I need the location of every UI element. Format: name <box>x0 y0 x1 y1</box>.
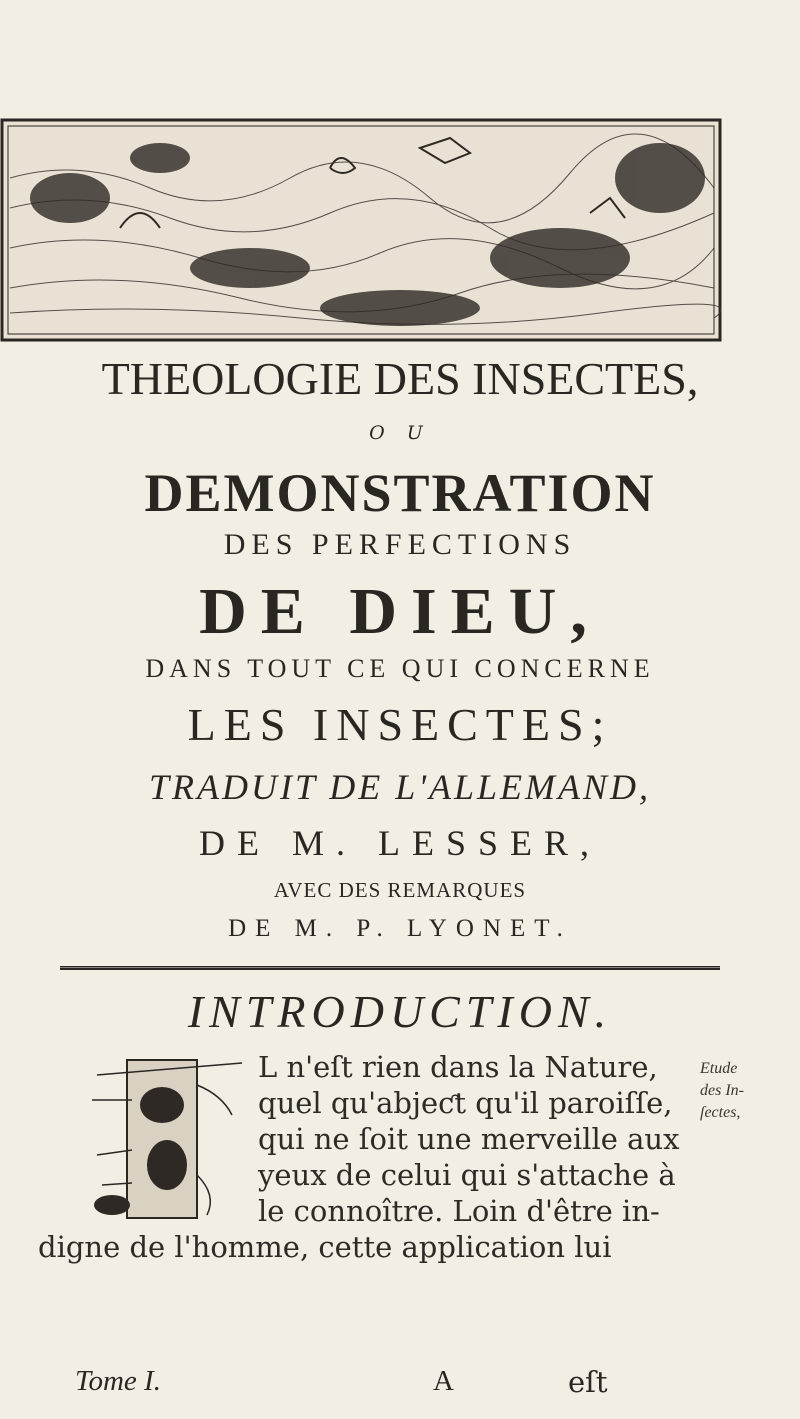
margin-note-line: Etude <box>700 1060 738 1077</box>
margin-note-line: ſectes, <box>700 1104 741 1121</box>
remarks-author: DE M. P. LYONET. <box>228 915 572 942</box>
translation-note: TRADUIT DE L'ALLEMAND, <box>148 767 652 807</box>
intro-text-line: yeux de celui qui s'attache à <box>258 1158 676 1192</box>
remarks-note: AVEC DES REMARQUES <box>273 878 527 902</box>
intro-text-line: qui ne ſoit une merveille aux <box>258 1122 680 1156</box>
intro-text-line: le connoître. Loin d'être in- <box>258 1194 660 1228</box>
intro-text-line: digne de l'homme, cette application lui <box>38 1230 612 1264</box>
volume-label: Tome I. <box>75 1365 161 1397</box>
subtitle-des-perfections: DES PERFECTIONS <box>223 528 577 561</box>
subtitle-les-insectes: LES INSECTES; <box>187 699 613 750</box>
intro-text-line: L n'eſt rien dans la Nature, <box>258 1050 658 1084</box>
subtitle-de-dieu: DE DIEU, <box>199 575 601 648</box>
signature-mark: A <box>433 1365 454 1397</box>
author-name: DE M. LESSER, <box>198 823 602 863</box>
subtitle-dans-tout: DANS TOUT CE QUI CONCERNE <box>145 654 655 683</box>
subtitle-demonstration: DEMONSTRATION <box>144 463 656 523</box>
margin-note-line: des In- <box>700 1082 744 1099</box>
introduction-heading: INTRODUCTION. <box>187 986 613 1037</box>
ornamental-rule <box>60 965 720 971</box>
book-title: THEOLOGIE DES INSECTES, <box>101 353 699 404</box>
catchword: eſt <box>568 1365 608 1399</box>
decorated-initial-illustration <box>92 1055 252 1225</box>
intro-text-line: quel qu'abjeƈt qu'il paroiſſe, <box>258 1086 673 1120</box>
engraved-banner-illustration <box>0 118 724 344</box>
subtitle-connector: O U <box>369 422 431 444</box>
